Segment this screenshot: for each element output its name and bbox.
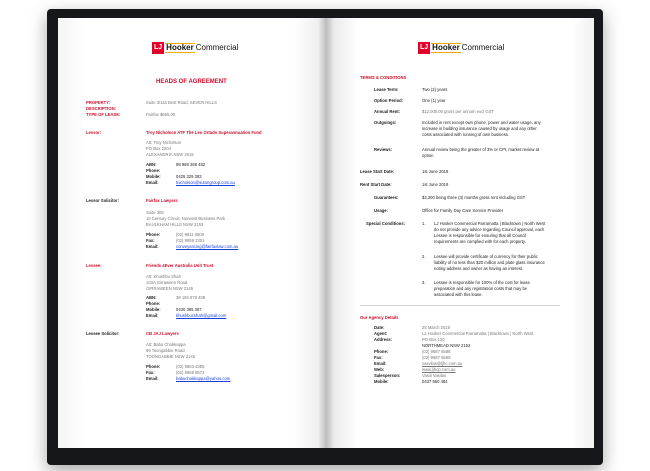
special-conditions-label: Special Conditions: [366, 221, 406, 226]
agency-heading: Our Agency Details [360, 315, 399, 320]
condition-number: 1. [422, 221, 426, 226]
lessee-solicitor-phone: (02) 9863 4385 [176, 364, 205, 369]
lessee-label: Lessee: [86, 263, 102, 268]
lessor-abn: 98 968 268 482 [176, 162, 206, 167]
left-page [58, 18, 326, 448]
agency-agent-label: Agent: [374, 331, 388, 336]
annual-rent-value: $12,000.00 gross per annum excl GST [422, 109, 494, 114]
guarantees-label: Guarantees: [374, 195, 399, 200]
agency-address-line: NORTHMEAD NSW 2152 [422, 343, 471, 348]
page-title: HEADS OF AGREEMENT [156, 79, 227, 85]
condition-text: associated with this lease. [434, 292, 483, 297]
condition-text: LJ Hooker Commercial Parramatta | Blacktown | North West [434, 221, 546, 226]
lessee-abn: 38 165 878 408 [176, 295, 206, 300]
lease-term-value: Two (2) years [422, 87, 448, 92]
agency-salesperson-value: Vasili Vasilas [422, 373, 447, 378]
agency-phone-value: (02) 9687 5588 [422, 349, 451, 354]
lessee-solicitor-email-link[interactable]: babuchokkappa@yahoo.com [176, 376, 231, 381]
agency-fax-value: (02) 9687 5599 [422, 355, 451, 360]
lease-start-label: Lease Start Date: [360, 169, 395, 174]
lessor-solicitor-label: Lessor Solicitor: [86, 198, 120, 203]
lessor-solicitor-email-label: Email: [146, 244, 159, 249]
usage-label: Usage: [374, 208, 388, 213]
lessor-attention: Att: Troy Nicholson [146, 140, 182, 145]
lessor-address-line: PO Box 2204 [146, 146, 171, 151]
lessee-solicitor-attention: Att: Babu Chokkappa [146, 342, 186, 347]
lj-hooker-logo: LJ Hooker Commercial [420, 43, 505, 52]
outgoings-text: increase in building insurance caused by usage and any other [422, 126, 537, 131]
lessee-mobile: 0430 385 387 [176, 307, 202, 312]
agency-address-line: PO Box 120 [422, 337, 445, 342]
lessor-mobile: 0425 329 383 [176, 174, 202, 179]
lessee-solicitor-label: Lessee Solicitor: [86, 331, 120, 336]
property-label: PROPERTY: [86, 100, 111, 105]
rent-start-label: Rent Start Date: [360, 182, 392, 187]
lessor-solicitor-email-link[interactable]: conveyancing@fairfaxlaw.com.au [176, 244, 239, 249]
lessor-solicitor-fax: (02) 8859 2301 [176, 238, 205, 243]
description-label: DESCRIPTION: [86, 106, 117, 111]
terms-heading: TERMS & CONDITIONS [360, 75, 407, 80]
agency-date-label: Date: [374, 325, 385, 330]
lessee-solicitor-fax-label: Fax: [146, 370, 155, 375]
lessee-name: Friends 4Ever Australia Unit Trust [146, 263, 214, 268]
lessor-email-label: Email: [146, 180, 159, 185]
lessor-solicitor-name: Fairfax Lawyers [146, 198, 178, 203]
agency-mobile-label: Mobile: [374, 379, 389, 384]
lessor-solicitor-address-line: 10 Century Circuit, Norwest Business Park [146, 216, 226, 221]
agency-mobile-value: 0437 550 484 [422, 379, 448, 384]
type-of-lease-value: Fairfax $665.00 [146, 112, 176, 117]
lessee-solicitor-phone-label: Phone: [146, 364, 161, 369]
guarantees-value: $3,300 being three (3) months gross rent including GST [422, 195, 526, 200]
lessee-email-label: Email: [146, 313, 159, 318]
reviews-label: Reviews: [374, 147, 393, 152]
property-value: Suite 3/116 Best Road, SEVEN HILLS [146, 100, 217, 105]
lessee-phone-label: Phone: [146, 301, 161, 306]
lessee-mobile-label: Mobile: [146, 307, 161, 312]
lessor-solicitor-fax-label: Fax: [146, 238, 155, 243]
lessor-abn-label: ABN: [146, 162, 157, 167]
annual-rent-label: Annual Rent: [374, 109, 401, 114]
usage-value: Office for Family Day Care Service Provider [422, 208, 504, 213]
condition-number: 3. [422, 280, 426, 285]
lessee-solicitor-address-line: TOONGABBIE NSW 2146 [146, 354, 196, 359]
lessor-name: Troy Nicholson ATF The Leo Ortado Superannuation Fund [146, 130, 262, 135]
lessor-solicitor-phone-label: Phone: [146, 232, 161, 237]
reviews-text: Annual review being the greater of 3% or CPI, market review at [422, 147, 540, 152]
outgoings-text: costs associated with running of own business. [422, 132, 510, 137]
lease-start-value: 1st June 2019 [422, 169, 449, 174]
condition-text: do not provide any advice regarding Council approval, each [434, 227, 545, 232]
agency-fax-label: Fax: [374, 355, 383, 360]
lessor-solicitor-address-line: BAULKHAM HILLS NSW 2153 [146, 222, 204, 227]
agency-web-label: Web: [374, 367, 385, 372]
lessee-abn-label: ABN: [146, 295, 157, 300]
option-period-label: Option Period: [374, 98, 404, 103]
reviews-text: option [422, 153, 434, 158]
lessor-address-line: ALEXANDRIA NSW 2015 [146, 152, 194, 157]
lessee-solicitor-address-line: 69 Toongabbie Road [146, 348, 185, 353]
lessee-address-line: 103A Girraween Road [146, 280, 188, 285]
lessor-solicitor-address-line: Suite 305 [146, 210, 164, 215]
lessee-solicitor-email-label: Email: [146, 376, 159, 381]
condition-text: noting address and owner as having an interest. [434, 266, 524, 271]
lessee-solicitor-fax: (02) 8569 8572 [176, 370, 205, 375]
lessor-solicitor-phone: (02) 9611 0800 [176, 232, 205, 237]
agency-email-label: Email: [374, 361, 387, 366]
type-of-lease-label: TYPE OF LEASE: [86, 112, 121, 117]
condition-text: preparation and any registration costs that may be [434, 286, 528, 291]
lessee-email-link[interactable]: khushbucshah@gmail.com [176, 313, 227, 318]
lease-term-label: Lease Term: [374, 87, 399, 92]
lessor-label: Lessor: [86, 130, 102, 135]
book-spine-shadow [318, 18, 334, 448]
condition-text: Lessee is responsible for ensuring that all Council [434, 233, 527, 238]
lessee-address-line: GIRRAWEEN NSW 2145 [146, 286, 194, 291]
agency-email-link[interactable]: vasvilas@ljhc.com.au [422, 361, 463, 366]
condition-text: liability of no less than $20 million and plate glass insurance [434, 260, 545, 265]
option-period-value: One (1) year [422, 98, 446, 103]
lessor-email-link[interactable]: tnicholson@sutongroup.com.au [176, 180, 235, 185]
agency-address-label: Address: [374, 337, 393, 342]
condition-text: Lessee is responsible for 100% of the cost for lease [434, 280, 530, 285]
lessor-phone-label: Phone: [146, 168, 161, 173]
agency-phone-label: Phone: [374, 349, 389, 354]
lj-hooker-logo: LJ Hooker Commercial [154, 43, 239, 52]
condition-text: requirements are complied with for each property. [434, 239, 526, 244]
condition-text: Lessee will provide certificate of currency for their public [434, 254, 538, 259]
rent-start-value: 1st June 2019 [422, 182, 449, 187]
lessee-attention: Att: Khushbu Shah [146, 274, 181, 279]
lessee-solicitor-name: CB JAJ Lawyers [146, 331, 179, 336]
condition-number: 2. [422, 254, 426, 259]
outgoings-label: Outgoings: [374, 120, 397, 125]
outgoings-text: Included in rent except own phone, power and water usage, any [422, 120, 541, 125]
agency-salesperson-label: Salesperson: [374, 373, 401, 378]
agency-web-link[interactable]: www.ljhcp.com.au [422, 367, 456, 372]
agency-agent-value: LJ Hooker Commercial Parramatta | Blacktown | North West [422, 331, 534, 336]
lessor-mobile-label: Mobile: [146, 174, 161, 179]
agency-date-value: 25 March 2019 [422, 325, 450, 330]
right-page [326, 18, 594, 448]
section-divider [360, 305, 560, 306]
